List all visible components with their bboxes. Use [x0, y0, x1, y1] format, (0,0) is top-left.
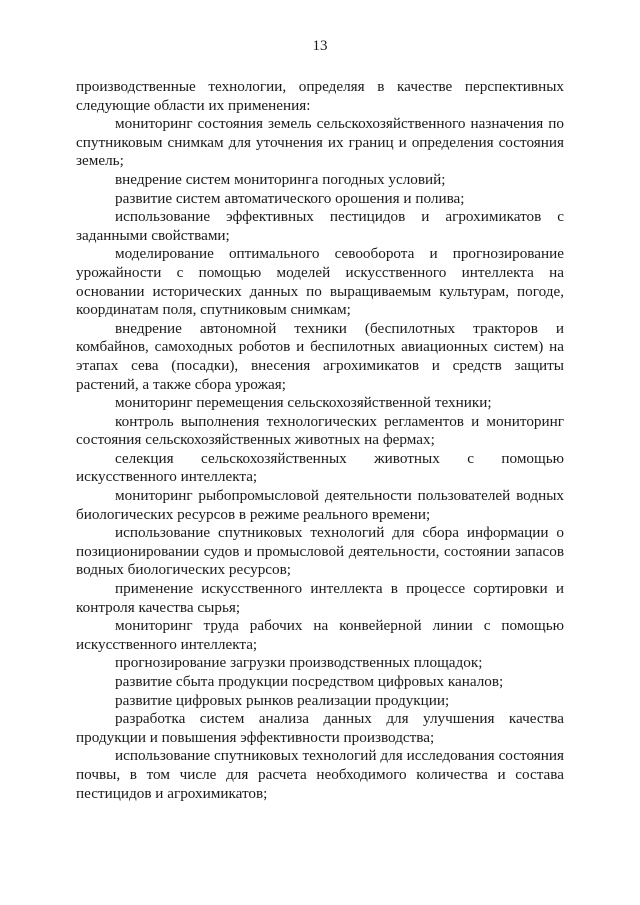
list-item: развитие цифровых рынков реализации продукции; [115, 691, 450, 709]
list-item: прогнозирование загрузки производственных площадок; [115, 654, 483, 672]
list-item: селекция сельскохозяйственных животных с помощью искусственного интеллекта; [76, 449, 564, 486]
list-item: внедрение автономной техники (беспилотных тракторов и комбайнов, самоходных роботов и беспилотных авиационных систем) на этапах сева (посадки), внесения агрохимикатов и средств защиты растений, а также сбора урожая; [76, 319, 564, 393]
list-item: использование спутниковых технологий для сбора информации о позиционировании судов и промысловой деятельности, состоянии запасов водных биологических ресурсов; [76, 524, 564, 579]
list-item: применение искусственного интеллекта в процессе сортировки и контроля качества сырья; [76, 580, 564, 616]
list-item: разработка систем анализа данных для улучшения качества продукции и повышения эффективности производства; [76, 710, 564, 746]
list-item: развитие систем автоматического орошения и полива; [115, 189, 465, 207]
list-item: контроль выполнения технологических регламентов и мониторинг состояния сельскохозяйственных животных на фермах; [76, 412, 564, 449]
list-item: мониторинг труда рабочих на конвейерной линии с помощью искусственного интеллекта; [76, 617, 564, 653]
list-item: мониторинг рыбопромысловой деятельности пользователей водных биологических ресурсов в режиме реального времени; [76, 487, 564, 523]
document-body [76, 78, 564, 803]
list-item: мониторинг перемещения сельскохозяйственной техники; [115, 394, 492, 412]
list-item: моделирование оптимального севооборота и прогнозирование урожайности с помощью моделей искусственного интеллекта на основании исторических данных по выращиваемым культурам, погоде, координатам поля, спутниковым снимкам; [76, 245, 564, 319]
list-item: мониторинг состояния земель сельскохозяйственного назначения по спутниковым снимкам для уточнения их границ и определения состояния земель; [76, 115, 564, 170]
list-item: использование эффективных пестицидов и агрохимикатов с заданными свойствами; [76, 208, 564, 244]
list-item: использование спутниковых технологий для исследования состояния почвы, в том числе для расчета необходимого количества и состава пестицидов и агрохимикатов; [76, 747, 564, 802]
list-item: внедрение систем мониторинга погодных условий; [115, 170, 446, 188]
paragraph: производственные технологии, определяя в качестве перспективных следующие области их применения: [76, 78, 564, 114]
list-item: развитие сбыта продукции посредством цифровых каналов; [115, 673, 504, 690]
page-number: 13 [312, 38, 328, 54]
